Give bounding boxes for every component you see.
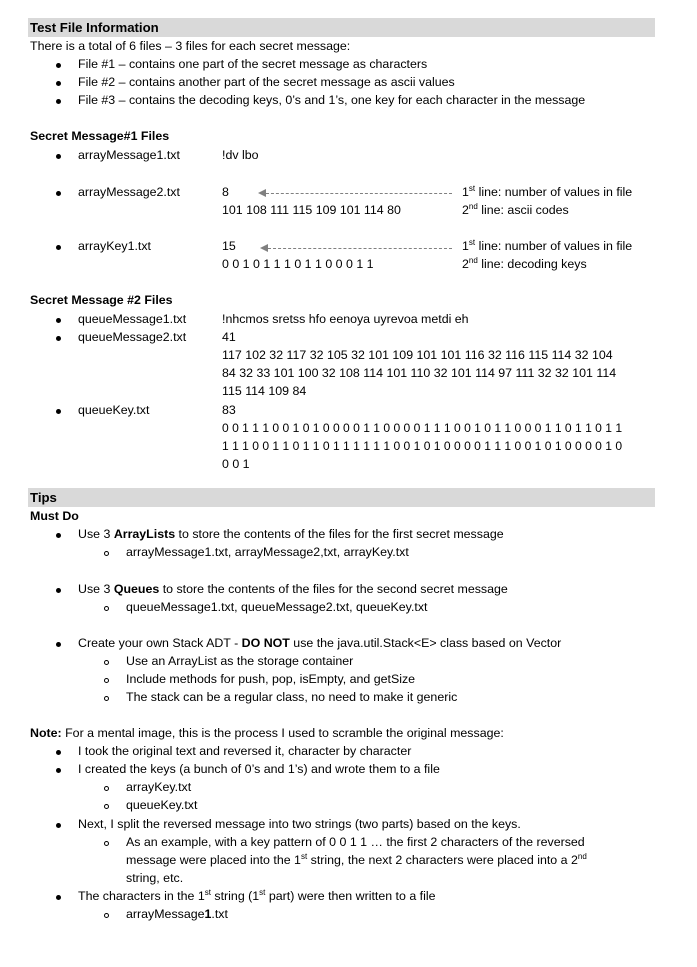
msg1-file3-note2: 2nd line: decoding keys xyxy=(462,255,587,271)
msg1-file3-line1: 15 xyxy=(222,239,236,253)
bullet-icon xyxy=(56,823,61,828)
msg2-file2-line: 115 114 109 84 xyxy=(222,384,307,398)
bullet-icon xyxy=(56,191,61,196)
msg1-file1-content: !dv lbo xyxy=(222,148,259,162)
bullet-icon xyxy=(56,154,61,159)
msg1-file2-line1: 8 xyxy=(222,185,229,199)
test-info-bullet: File #1 – contains one part of the secret message as characters xyxy=(78,57,428,71)
must-do-heading: Must Do xyxy=(30,509,79,523)
note-example-line: string, etc. xyxy=(126,871,184,885)
tips-heading: Tips xyxy=(30,490,57,505)
msg2-file2-line: 84 32 33 101 100 32 108 114 101 110 32 101 114 97 111 32 32 101 114 xyxy=(222,366,617,380)
note-step-sub: queueKey.txt xyxy=(126,798,198,812)
bullet-icon xyxy=(56,318,61,323)
bullet-icon xyxy=(56,81,61,86)
note-step-sub: arrayKey.txt xyxy=(126,780,192,794)
sub-bullet-icon xyxy=(104,678,109,683)
msg1-file2-note2: 2nd line: ascii codes xyxy=(462,201,569,217)
section-bar-tips xyxy=(28,488,655,507)
bullet-icon xyxy=(56,750,61,755)
bullet-icon xyxy=(56,409,61,414)
msg1-file2-line2: 101 108 111 115 109 101 114 80 xyxy=(222,203,401,217)
bullet-icon xyxy=(56,63,61,68)
note-step: Next, I split the reversed message into two strings (two parts) based on the keys. xyxy=(78,817,521,831)
msg1-heading: Secret Message#1 Files xyxy=(30,129,170,143)
msg2-file2-line: 41 xyxy=(222,330,236,344)
bullet-icon xyxy=(56,895,61,900)
sub-bullet-icon xyxy=(104,804,109,809)
sub-bullet-icon xyxy=(104,660,109,665)
msg1-file3-name: arrayKey1.txt xyxy=(78,239,151,253)
msg1-file3-line2: 0 0 1 0 1 1 1 0 1 1 0 0 0 1 1 xyxy=(222,257,374,271)
msg2-file1-content: !nhcmos sretss hfo eenoya uyrevoa metdi eh xyxy=(222,312,469,326)
bullet-icon xyxy=(56,336,61,341)
note-example-line: As an example, with a key pattern of 0 0 1 1 … the first 2 characters of the reversed xyxy=(126,835,585,849)
msg2-file1-name: queueMessage1.txt xyxy=(78,312,187,326)
test-info-bullet: File #3 – contains the decoding keys, 0’s and 1’s, one key for each character in the message xyxy=(78,93,586,107)
test-info-intro: There is a total of 6 files – 3 files for each secret message: xyxy=(30,39,351,53)
bullet-icon xyxy=(56,533,61,538)
test-info-bullet: File #2 – contains another part of the secret message as ascii values xyxy=(78,75,455,89)
arrow-head-icon xyxy=(258,189,266,197)
sub-bullet-icon xyxy=(104,841,109,846)
dashed-arrow-line xyxy=(268,248,452,249)
bullet-icon xyxy=(56,588,61,593)
tip-stack-sub: Include methods for push, pop, isEmpty, and getSize xyxy=(126,672,416,686)
note-step: I took the original text and reversed it, character by character xyxy=(78,744,412,758)
sub-bullet-icon xyxy=(104,696,109,701)
tip-queues: Use 3 Queues to store the contents of the files for the second secret message xyxy=(78,582,508,596)
msg2-file3-line: 0 0 1 xyxy=(222,457,250,471)
msg1-file1-name: arrayMessage1.txt xyxy=(78,148,180,162)
msg2-file3-line: 1 1 1 0 0 1 1 0 1 1 0 1 1 1 1 1 1 0 0 1 0 1 0 0 0 0 1 1 1 0 0 1 0 1 0 0 0 0 1 0 xyxy=(222,439,623,453)
note-step: I created the keys (a bunch of 0’s and 1’s) and wrote them to a file xyxy=(78,762,440,776)
bullet-icon xyxy=(56,768,61,773)
tip-arraylists-files: arrayMessage1.txt, arrayMessage2,txt, arrayKey.txt xyxy=(126,545,409,559)
tip-arraylists: Use 3 ArrayLists to store the contents of the files for the first secret message xyxy=(78,527,504,541)
tip-stack-sub: Use an ArrayList as the storage container xyxy=(126,654,354,668)
test-info-heading: Test File Information xyxy=(30,20,159,35)
msg1-file2-name: arrayMessage2.txt xyxy=(78,185,180,199)
msg2-file3-name: queueKey.txt xyxy=(78,403,150,417)
dashed-arrow-line xyxy=(266,193,452,194)
msg2-file3-line: 83 xyxy=(222,403,236,417)
arrow-head-icon xyxy=(260,244,268,252)
sub-bullet-icon xyxy=(104,913,109,918)
note-step-sub: arrayMessage1.txt xyxy=(126,907,228,921)
msg2-file2-line: 117 102 32 117 32 105 32 101 109 101 101 116 32 116 115 114 32 104 xyxy=(222,348,613,362)
tip-stack: Create your own Stack ADT - DO NOT use the java.util.Stack<E> class based on Vector xyxy=(78,636,562,650)
note-intro: Note: For a mental image, this is the process I used to scramble the original message: xyxy=(30,726,504,740)
bullet-icon xyxy=(56,245,61,250)
msg2-file3-line: 0 0 1 1 1 0 0 1 0 1 0 0 0 0 1 1 0 0 0 0 1 1 1 0 0 1 0 1 1 0 0 0 1 1 0 1 1 0 1 1 xyxy=(222,421,623,435)
msg1-file3-note1: 1st line: number of values in file xyxy=(462,237,633,253)
sub-bullet-icon xyxy=(104,551,109,556)
note-example-line: message were placed into the 1st string, the next 2 characters were placed into a 2nd xyxy=(126,851,587,867)
msg1-file2-note1: 1st line: number of values in file xyxy=(462,183,633,199)
tip-stack-sub: The stack can be a regular class, no need to make it generic xyxy=(126,690,458,704)
bullet-icon xyxy=(56,99,61,104)
msg2-heading: Secret Message #2 Files xyxy=(30,293,173,307)
tip-queues-files: queueMessage1.txt, queueMessage2.txt, queueKey.txt xyxy=(126,600,428,614)
bullet-icon xyxy=(56,642,61,647)
msg2-file2-name: queueMessage2.txt xyxy=(78,330,187,344)
sub-bullet-icon xyxy=(104,786,109,791)
sub-bullet-icon xyxy=(104,606,109,611)
note-step: The characters in the 1st string (1st part) were then written to a file xyxy=(78,887,436,903)
